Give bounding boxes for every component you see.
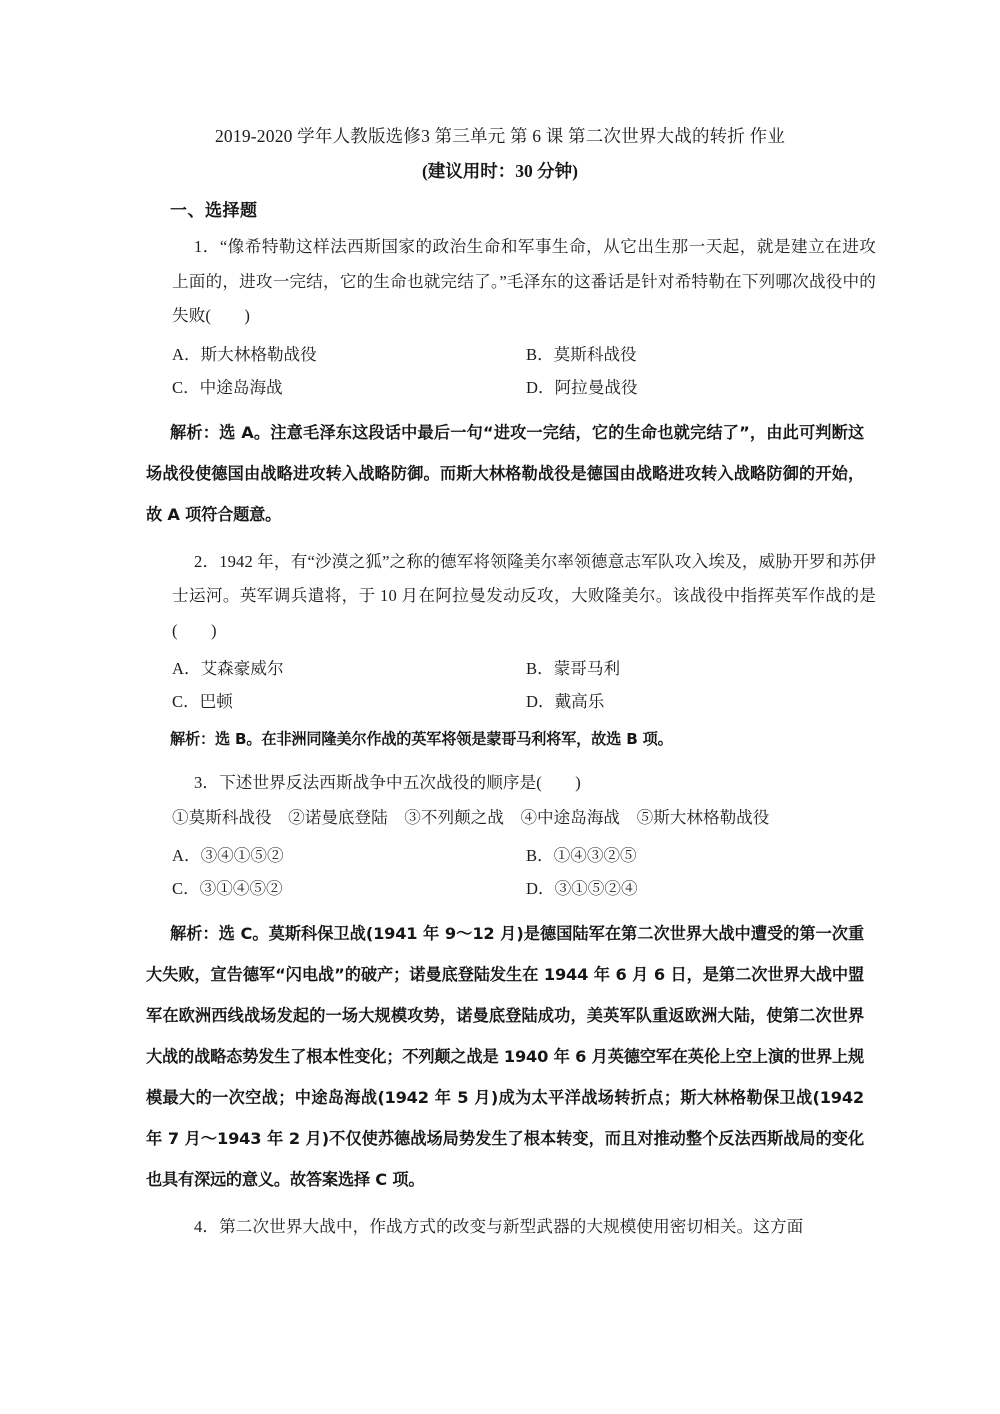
question-2-option-d[interactable]: D．戴高乐 bbox=[526, 692, 605, 711]
question-2-option-c[interactable]: C．巴顿 bbox=[172, 692, 233, 711]
question-3-option-c[interactable]: C．③①④⑤② bbox=[172, 879, 283, 898]
question-4-stem: 4．第二次世界大战中，作战方式的改变与新型武器的大规模使用密切相关。这方面 bbox=[194, 1217, 804, 1236]
option-row bbox=[172, 371, 866, 404]
question-1-options bbox=[146, 338, 866, 404]
question-3-option-a[interactable]: A．③④①⑤② bbox=[172, 846, 284, 865]
question-3-option-d[interactable]: D．③①⑤②④ bbox=[526, 879, 638, 898]
question-2-options bbox=[146, 652, 866, 718]
question-3-item-list: ①莫斯科战役 ②诺曼底登陆 ③不列颠之战 ④中途岛海战 ⑤斯大林格勒战役 bbox=[172, 807, 770, 827]
question-3-explanation: 解析：选 C。莫斯科保卫战(1941 年 9～12 月)是德国陆军在第二次世界大战中遭受的第一次重大失败，宣告德军“闪电战”的破产；诺曼底登陆发生在 1944 年 6 月 6 日，是第二次世界大战中盟军在欧洲西线战场发起的一场大规模攻势，诺曼底登陆成功，美英军队重返欧洲大陆，使第二次世界大战的战略态势发生了根本性变化；不列颠之战是 1940 年 6 月英德空军在英伦上空上演的世界上规模最大的一次空战；中途岛海战(1942 年 5 月)成为太平洋战场转折点；斯大林格勒保卫战(1942 年 7 月～1943 年 2 月)不仅使苏德战场局势发生了根本转变，而且对推动整个反法西斯战局的变化也具有深远的意义。故答案选择 C 项。 bbox=[146, 924, 864, 1189]
question-3-option-b[interactable]: B．①④③②⑤ bbox=[526, 846, 637, 865]
question-1-option-a[interactable]: A．斯大林格勒战役 bbox=[172, 344, 317, 364]
section-heading-multiple-choice: 一、选择题 bbox=[170, 201, 258, 220]
option-row bbox=[172, 685, 866, 718]
question-2-option-a[interactable]: A．艾森豪威尔 bbox=[172, 659, 284, 678]
option-row bbox=[172, 872, 866, 905]
question-3-options bbox=[146, 839, 866, 905]
question-1-explanation: 解析：选 A。注意毛泽东这段话中最后一句“进攻一完结，它的生命也就完结了”，由此可判断这场战役使德国由战略进攻转入战略防御。而斯大林格勒战役是德国由战略进攻转入战略防御的开始，故 A 项符合题意。 bbox=[146, 422, 864, 524]
question-1-option-c[interactable]: C．中途岛海战 bbox=[172, 377, 283, 397]
question-4 bbox=[146, 1210, 876, 1245]
page-subtitle: (建议用时：30 分钟) bbox=[421, 161, 579, 181]
question-2-stem: 2．1942 年，有“沙漠之狐”之称的德军将领隆美尔率领德意志军队攻入埃及，威胁开罗和苏伊士运河。英军调兵遣将，于 10 月在阿拉曼发动反攻，大败隆美尔。该战役中指挥英军作战的是( ) bbox=[172, 551, 876, 640]
question-1-option-d[interactable]: D．阿拉曼战役 bbox=[526, 377, 638, 397]
option-row bbox=[172, 652, 866, 685]
question-2 bbox=[146, 545, 876, 649]
content-column bbox=[146, 196, 876, 1247]
question-2-explanation: 解析：选 B。在非洲同隆美尔作战的英军将领是蒙哥马利将军，故选 B 项。 bbox=[170, 730, 673, 748]
question-1 bbox=[146, 230, 876, 334]
question-3 bbox=[146, 766, 876, 835]
page-title: 2019-2020 学年人教版选修3 第三单元 第 6 课 第二次世界大战的转折 作业 bbox=[214, 126, 786, 146]
question-1-option-b[interactable]: B．莫斯科战役 bbox=[526, 344, 637, 364]
question-3-stem: 3．下述世界反法西斯战争中五次战役的顺序是( ) bbox=[194, 773, 581, 792]
option-row bbox=[172, 338, 866, 371]
question-1-stem: 1．“像希特勒这样法西斯国家的政治生命和军事生命，从它出生那一天起，就是建立在进攻上面的，进攻一完结，它的生命也就完结了。”毛泽东的这番话是针对希特勒在下列哪次战役中的失败( ) bbox=[172, 237, 876, 325]
question-2-option-b[interactable]: B．蒙哥马利 bbox=[526, 659, 621, 678]
option-row bbox=[172, 839, 866, 872]
